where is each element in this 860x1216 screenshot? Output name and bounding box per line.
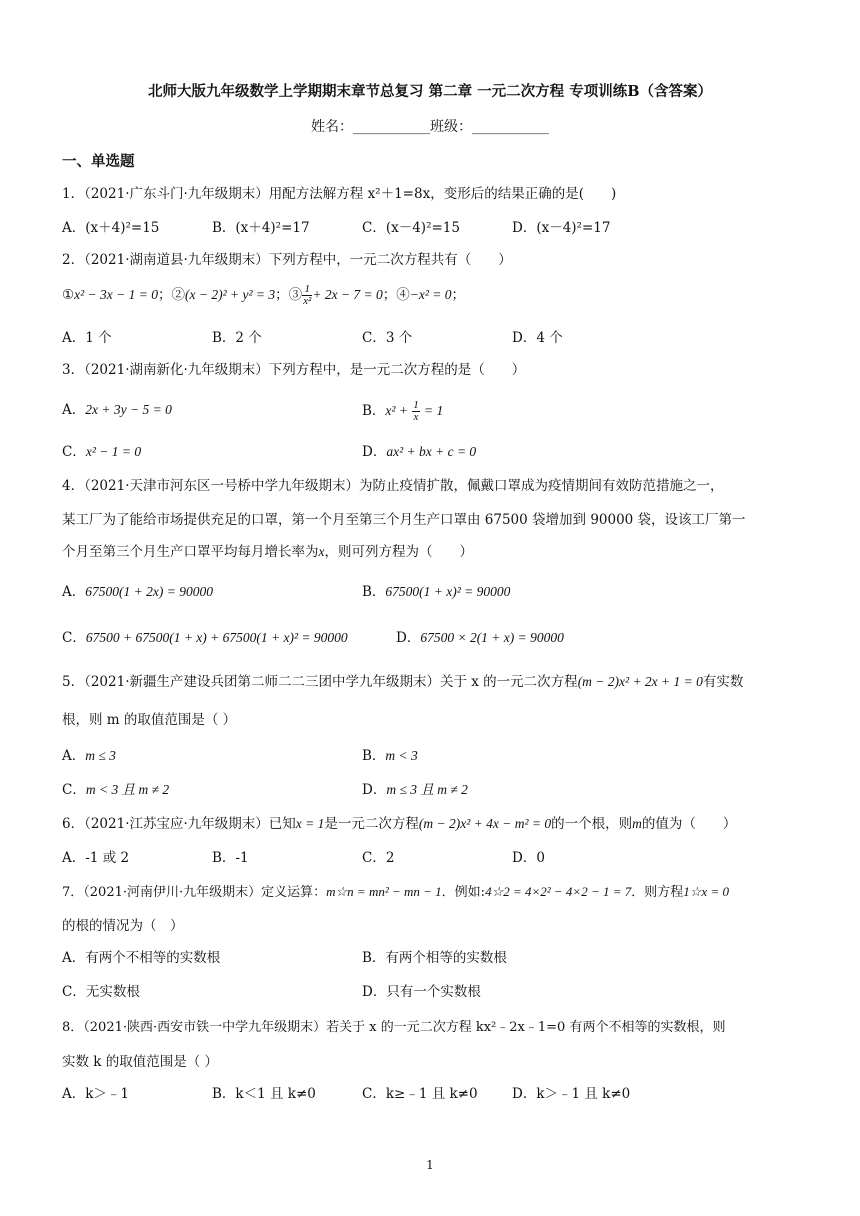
question-2-equations [62, 284, 465, 307]
equation-4: −x² = 0 [409, 287, 452, 302]
section-heading: 一、单选题 [62, 153, 135, 170]
q5-option-c: C．m < 3 且 m ≠ 2 [62, 782, 170, 798]
page-number: 1 [426, 1158, 434, 1172]
equation-3-tail: + 2x − 7 = 0 [312, 287, 383, 302]
fraction: $\frac{1}{x}$ [413, 399, 419, 423]
q4-option-c: C．67500 + 67500(1 + x) + 67500(1 + x)² = 90000 [62, 630, 348, 646]
q3-option-c: C．x² − 1 = 0 [62, 444, 142, 460]
q5-option-a: A．m ≤ 3 [62, 748, 116, 764]
q8-option-d: D．k＞﹣1 且 k≠0 [512, 1086, 631, 1102]
q2-option-b: B．2 个 [212, 330, 262, 346]
separator-end: ； [451, 287, 466, 303]
student-info-line: 姓名：___________班级：___________ [311, 119, 549, 135]
q7-option-b: B．有两个相等的实数根 [362, 950, 507, 966]
q8-option-c: C．k≥﹣1 且 k≠0 [362, 1086, 478, 1102]
q6-option-b: B．-1 [212, 850, 249, 866]
q3-option-a: A．2x + 3y − 5 = 0 [62, 402, 172, 418]
question-5-stem-line1: 5．（2021·新疆生产建设兵团第二师二二三团中学九年级期末）关于 x 的一元二次方程(m − 2)x² + 2x + 1 = 0有实数 [62, 674, 744, 690]
q4-option-d: D．67500 × 2(1 + x) = 90000 [396, 630, 564, 646]
q2-option-c: C．3 个 [362, 330, 413, 346]
question-2-stem: 2．（2021·湖南道县·九年级期末）下列方程中，一元二次方程共有（ ） [62, 252, 512, 268]
q7-option-d: D．只有一个实数根 [362, 984, 481, 1000]
q1-option-a: A．(x＋4)²=15 [62, 220, 160, 236]
separator-3: ；③ [275, 287, 303, 303]
q2-option-a: A．1 个 [62, 330, 112, 346]
page-title: 北师大版九年级数学上学期期末章节总复习 第二章 一元二次方程 专项训练B（含答案） [148, 83, 712, 100]
question-4-stem-line1: 4．（2021·天津市河东区一号桥中学九年级期末）为防止疫情扩散，佩戴口罩成为疫情期间有效防范措施之一， [62, 478, 724, 494]
q6-option-d: D．0 [512, 850, 545, 866]
q3-option-b: B．x² + $\frac{1}{x}$ = 1 [362, 399, 444, 423]
q4-option-b: B．67500(1 + x)² = 90000 [362, 584, 511, 600]
equation-2: (x − 2)² + y² = 3 [184, 287, 276, 302]
q5-option-d: D．m ≤ 3 且 m ≠ 2 [362, 782, 468, 798]
question-7-stem-line2: 的根的情况为（ ） [62, 918, 184, 934]
fraction: $\frac{1}{\text{x²}}$ [303, 283, 312, 307]
question-8-stem-line2: 实数 k 的取值范围是（ ） [62, 1054, 219, 1070]
question-4-stem-line2: 某工厂为了能给市场提供充足的口罩，第一个月至第三个月生产口罩由 67500 袋增加到 90000 袋，设该工厂第一 [62, 512, 746, 528]
q7-option-a: A．有两个不相等的实数根 [62, 950, 221, 966]
q1-option-b: B．(x＋4)²=17 [212, 220, 310, 236]
question-4-stem-line3: 个月至第三个月生产口罩平均每月增长率为x，则可列方程为（ ） [62, 544, 473, 560]
q3-option-d: D．ax² + bx + c = 0 [362, 444, 477, 460]
question-8-stem-line1: 8．（2021·陕西·西安市铁一中学九年级期末）若关于 x 的一元二次方程 kx²﹣2x﹣1=0 有两个不相等的实数根，则 [62, 1020, 726, 1035]
q4-option-a: A．67500(1 + 2x) = 90000 [62, 584, 213, 600]
q2-option-d: D．4 个 [512, 330, 563, 346]
q8-option-a: A．k＞﹣1 [62, 1086, 130, 1102]
q5-option-b: B．m < 3 [362, 748, 418, 764]
q6-option-c: C．2 [362, 850, 395, 866]
q6-option-a: A．-1 或 2 [62, 850, 130, 866]
separator-2: ；② [157, 287, 185, 303]
circle-num-1: ① [62, 287, 75, 303]
question-3-stem: 3．（2021·湖南新化·九年级期末）下列方程中，是一元二次方程的是（ ） [62, 362, 526, 378]
separator-4: ；④ [382, 287, 410, 303]
q7-option-c: C．无实数根 [62, 984, 140, 1000]
q1-option-d: D．(x－4)²=17 [512, 220, 611, 236]
question-1-stem: 1．（2021·广东斗门·九年级期末）用配方法解方程 x²＋1=8x，变形后的结果正确的是( ) [62, 186, 617, 202]
equation-1: x² − 3x − 1 = 0 [74, 287, 158, 302]
question-7-stem-line1: 7．（2021·河南伊川·九年级期末）定义运算：m☆n = mn² − mn − 1．例如:4☆2 = 4×2² − 4×2 − 1 = 7．则方程1☆x = 0 [62, 884, 729, 900]
question-6-stem: 6．（2021·江苏宝应·九年级期末）已知x = 1是一元二次方程(m − 2)x² + 4x − m² = 0的一个根，则m的值为（ ） [62, 816, 737, 832]
q8-option-b: B．k＜1 且 k≠0 [212, 1086, 316, 1102]
q1-option-c: C．(x－4)²=15 [362, 220, 460, 236]
question-5-stem-line2: 根，则 m 的取值范围是（ ） [62, 712, 237, 728]
